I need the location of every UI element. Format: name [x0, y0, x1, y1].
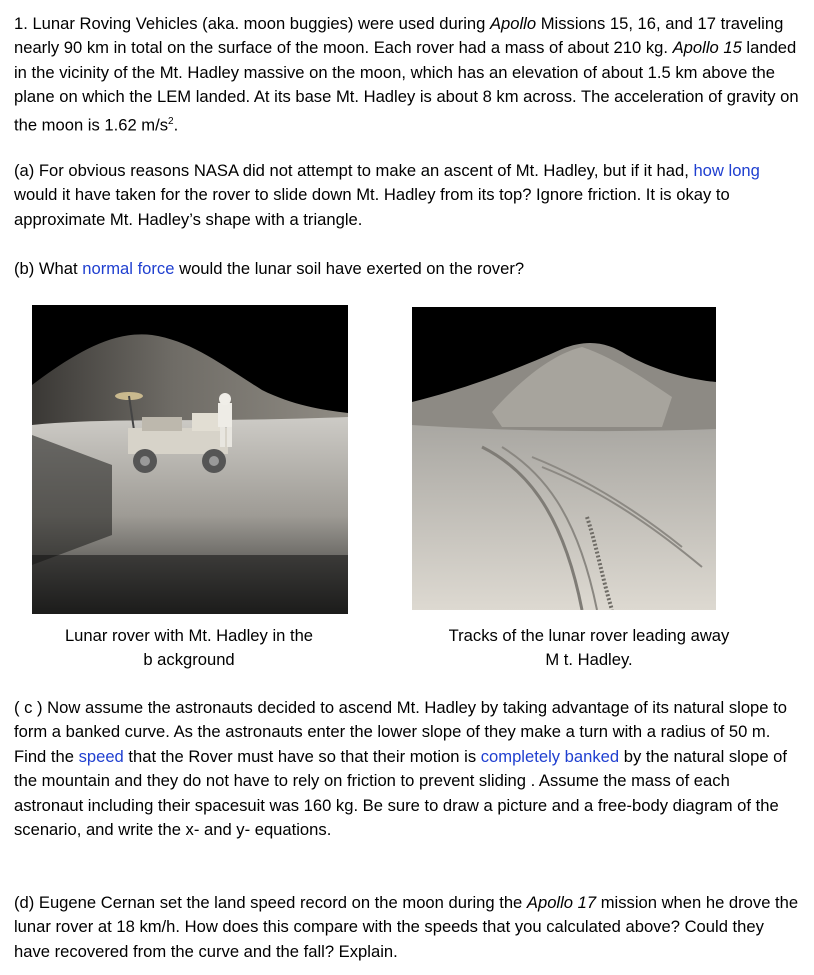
left-photo-caption: Lunar rover with Mt. Hadley in the b ackground [64, 626, 314, 669]
part-b: (b) What normal force would the lunar soil have exerted on the rover? [14, 259, 525, 278]
lunar-rover-photo [32, 305, 348, 614]
part-c: ( c ) Now assume the astronauts decided to ascend Mt. Hadley by taking advantage of its natural slope to form a banked curve. As the astronauts enter the lower slope of they make a turn with a radius of 50 m. Find the speed that the Rover must have so that their motion is completely banked by the natural slope of the mountain and they do not have to rely on friction to prevent sliding . Assume the mass of each astronaut including their spacesuit was 160 kg. Be sure to draw a picture and a free-body diagram of the scenario, and write the x- and y- equations. [14, 698, 787, 840]
keyword-speed: speed [78, 746, 124, 766]
keyword-normal-force: normal force [82, 259, 175, 278]
rover-tracks-photo [412, 307, 716, 610]
part-d: (d) Eugene Cernan set the land speed record on the moon during the Apollo 17 mission when he drove the lunar rover at 18 km/h. How does this compare with the speeds that you calculated above? Could they have recovered from the curve and the fall? Explain. [14, 893, 799, 961]
keyword-completely-banked: completely banked [480, 746, 620, 766]
keyword-how-long: how long [693, 161, 760, 180]
right-photo-caption: Tracks of the lunar rover leading away M t. Hadley. [448, 626, 730, 669]
part-a: (a) For obvious reasons NASA did not attempt to make an ascent of Mt. Hadley, but if it had, how long would it have taken for the rover to slide down Mt. Hadley from its top? Ignore friction. It is okay to approximate Mt. Hadley’s shape with a triangle. [14, 161, 760, 229]
problem-intro: 1. Lunar Roving Vehicles (aka. moon buggies) were used during Apollo Missions 15, 16, and 17 traveling nearly 90 km in total on the surface of the moon. Each rover had a mass of about 210 kg. Apollo 15 landed in the vicinity of the Mt. Hadley massive on the moon, which has an elevation of about 1.5 km above the plane on which the LEM landed. At its base Mt. Hadley is about 8 km across. The acceleration of gravity on the moon is 1.62 $m/s^2$. [14, 14, 799, 135]
